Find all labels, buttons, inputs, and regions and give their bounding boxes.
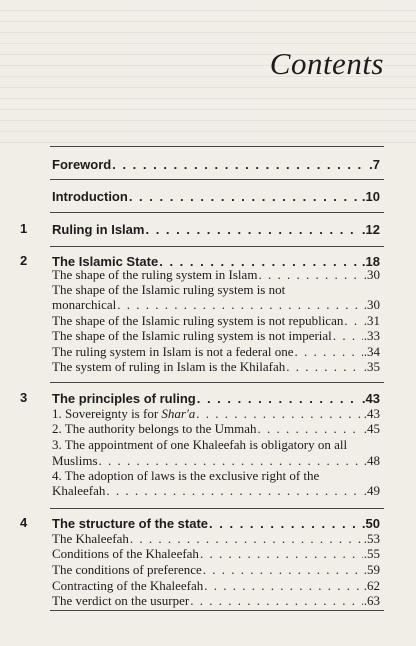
toc-entry[interactable]: Contracting of the Khaleefah . . . .62 bbox=[52, 577, 380, 594]
toc-entry-chapter-2[interactable]: The Islamic State . . . .18 bbox=[52, 253, 380, 270]
toc-entry-foreword[interactable]: Foreword . . . .7 bbox=[52, 156, 380, 173]
divider bbox=[50, 179, 384, 180]
page-title: Contents bbox=[269, 46, 384, 81]
toc-entry-line: The shape of the Islamic ruling system is not bbox=[52, 282, 286, 297]
toc-entry-line: 3. The appointment of one Khaleefah is obligatory on all bbox=[52, 437, 348, 452]
toc-entry[interactable]: Conditions of the Khaleefah . . . .55 bbox=[52, 545, 380, 562]
divider bbox=[50, 382, 384, 383]
chapter-number: 2 bbox=[20, 253, 28, 268]
toc-entry[interactable]: The shape of the ruling system in Islam . . . .30 bbox=[52, 266, 380, 283]
chapter-number: 3 bbox=[20, 390, 28, 405]
toc-entry[interactable]: 2. The authority belongs to the Ummah . . . .45 bbox=[52, 420, 380, 437]
toc-entry[interactable]: The Khaleefah . . . .53 bbox=[52, 530, 380, 547]
divider bbox=[50, 146, 384, 147]
toc-entry-chapter-4[interactable]: The structure of the state . . . .50 bbox=[52, 515, 380, 532]
divider bbox=[50, 610, 384, 611]
toc-entry-introduction[interactable]: Introduction . . . .10 bbox=[52, 188, 380, 205]
toc-entry[interactable]: Muslims . . . .48 bbox=[52, 452, 380, 469]
divider bbox=[50, 508, 384, 509]
toc-entry[interactable]: Khaleefah . . . .49 bbox=[52, 482, 380, 499]
toc-entry-chapter-1[interactable]: Ruling in Islam . . . .12 bbox=[52, 221, 380, 238]
toc-entry[interactable]: The verdict on the usurper . . . .63 bbox=[52, 592, 380, 609]
divider bbox=[50, 212, 384, 213]
toc-entry-line: 4. The adoption of laws is the exclusive right of the bbox=[52, 468, 320, 483]
divider bbox=[50, 246, 384, 247]
chapter-number: 4 bbox=[20, 515, 28, 530]
toc-entry[interactable]: The conditions of preference . . . .59 bbox=[52, 561, 380, 578]
toc-entry[interactable]: 1. Sovereignty is for Shar'a . . . .43 bbox=[52, 405, 380, 422]
toc-entry[interactable]: monarchical . . . .30 bbox=[52, 296, 380, 313]
chapter-number: 1 bbox=[20, 221, 28, 236]
toc-entry[interactable]: The ruling system in Islam is not a federal one . . . .34 bbox=[52, 343, 380, 360]
toc-entry-chapter-3[interactable]: The principles of ruling . . . .43 bbox=[52, 390, 380, 407]
toc-entry[interactable]: The shape of the Islamic ruling system is not republican . . . .31 bbox=[52, 312, 380, 329]
toc-entry[interactable]: The shape of the Islamic ruling system is not imperial . . . .33 bbox=[52, 327, 380, 344]
toc-entry[interactable]: The system of ruling in Islam is the Khilafah . . . .35 bbox=[52, 358, 380, 375]
